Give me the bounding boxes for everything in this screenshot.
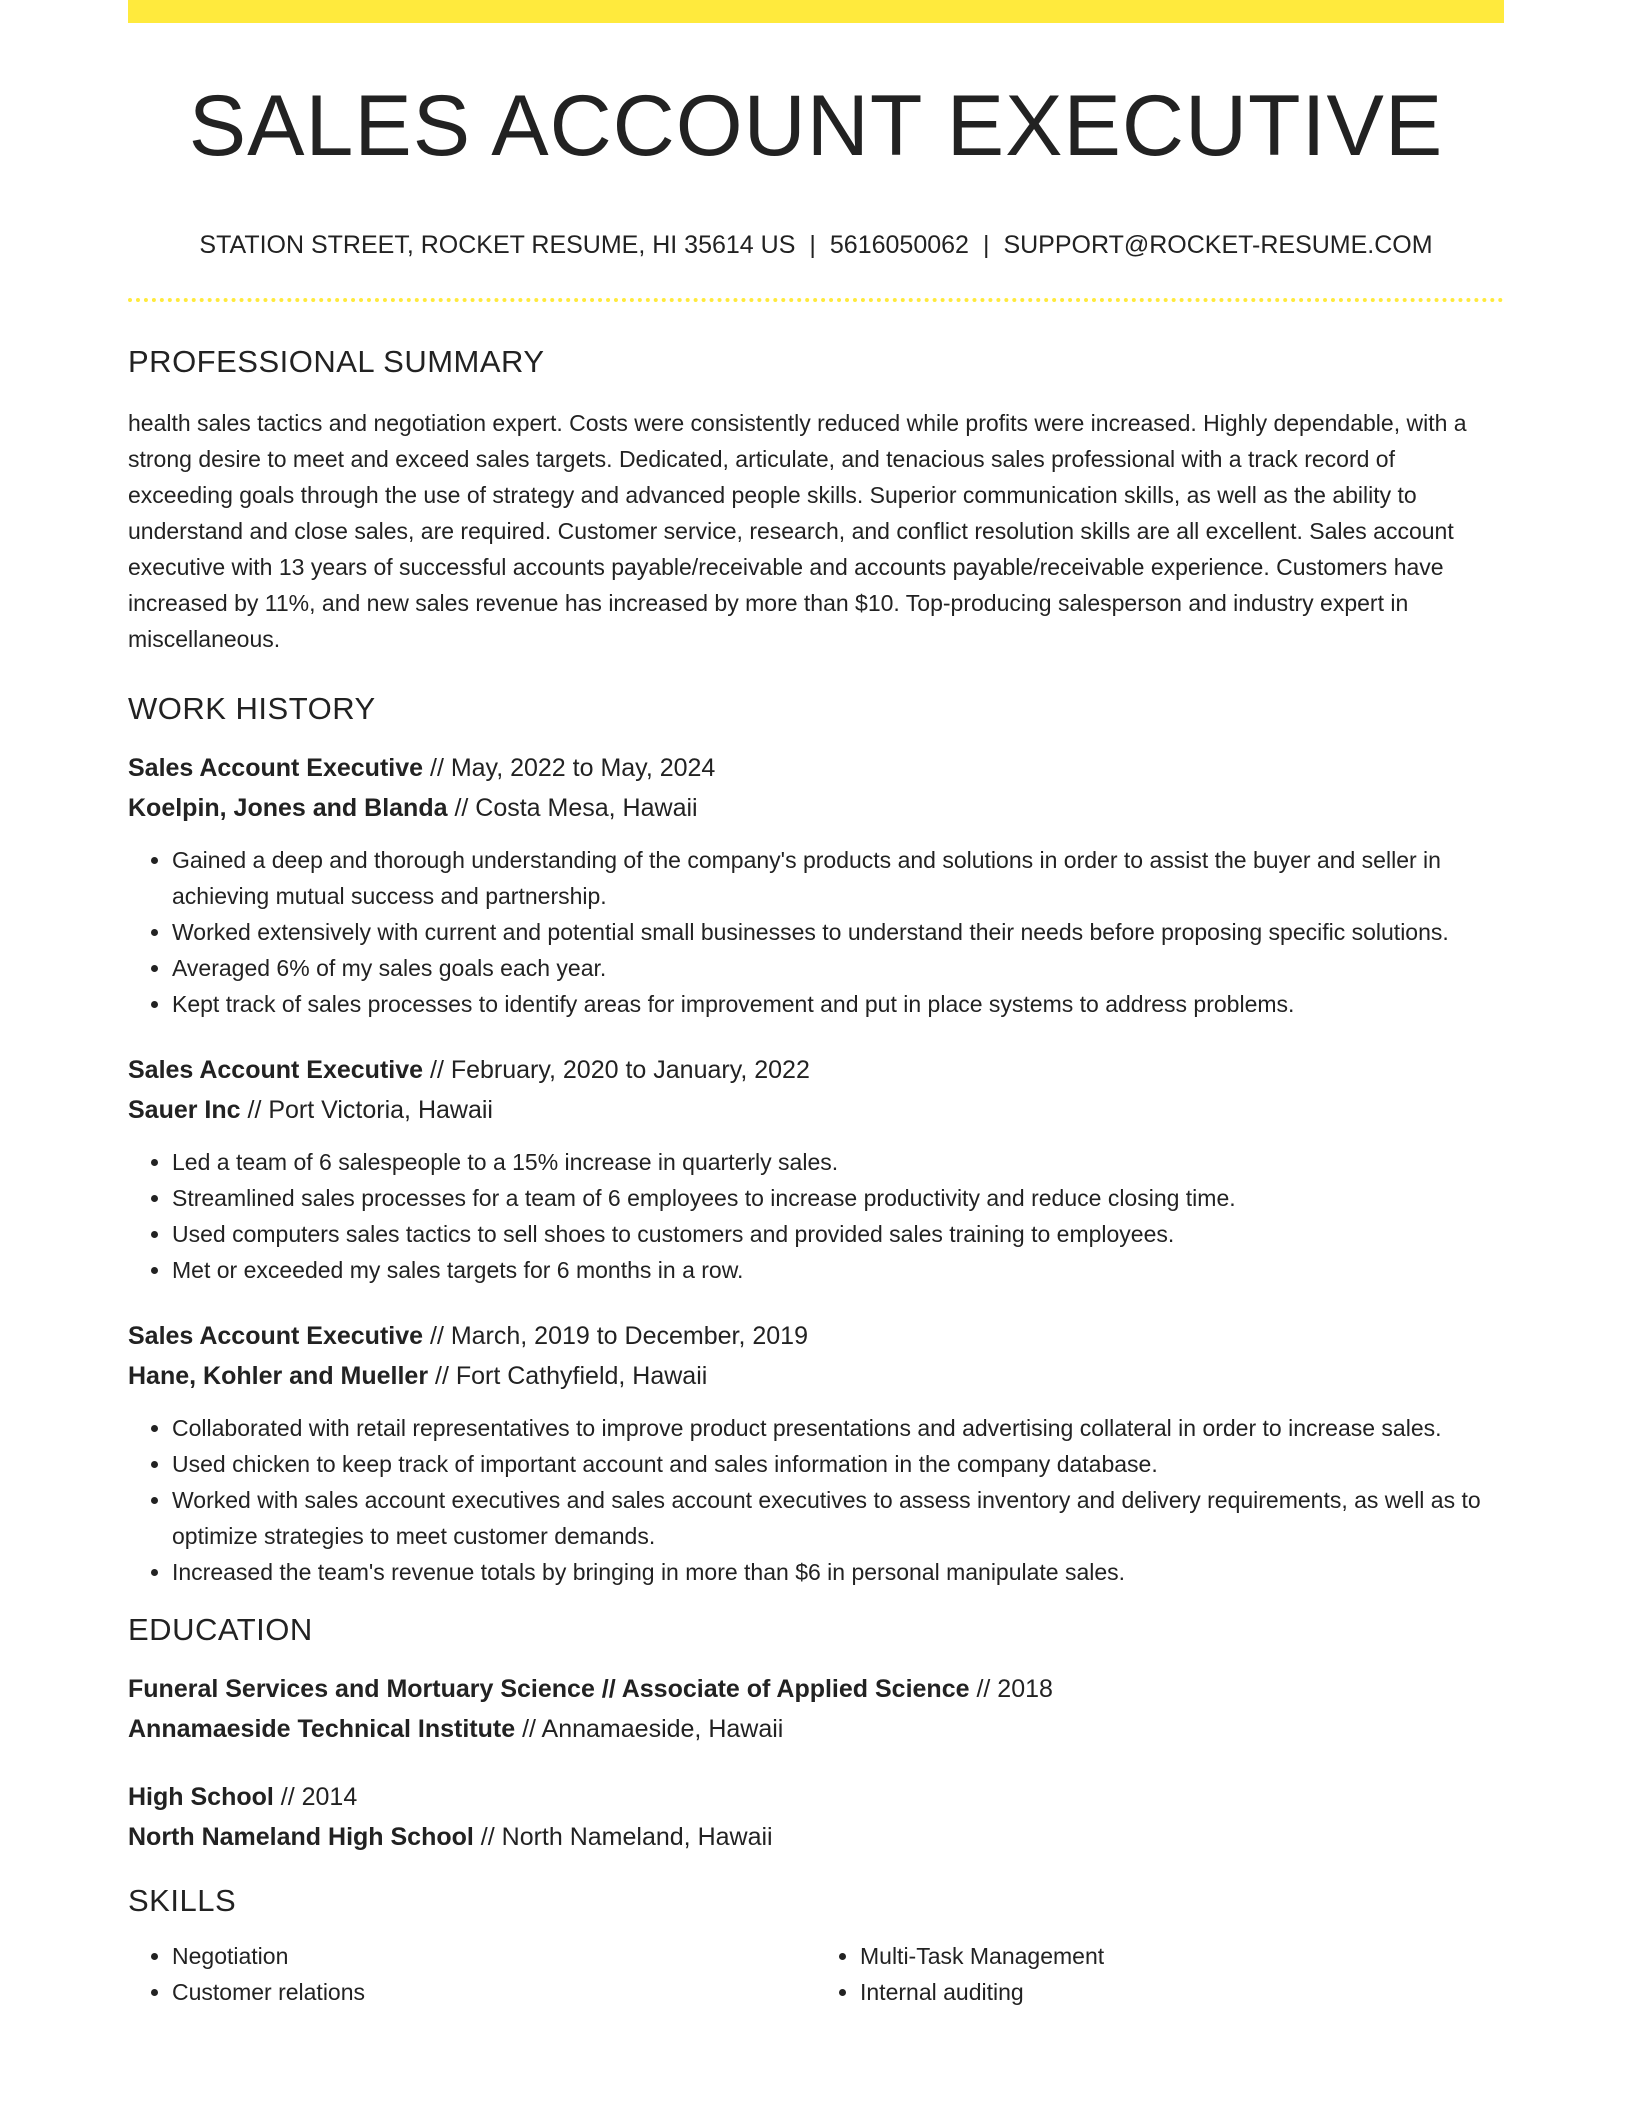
dotted-divider	[128, 298, 1504, 302]
education-degree: High School	[128, 1783, 274, 1811]
job-bullets	[128, 842, 1504, 1022]
list-item: • Internal auditing	[860, 1974, 1504, 2010]
education-entry	[128, 1777, 1504, 1857]
top-accent-bar	[128, 0, 1504, 23]
job-company-line	[128, 788, 1504, 828]
list-item: • Increased the team's revenue totals by bringing in more than $6 in personal manipulate sales.	[172, 1554, 1504, 1590]
section-title-summary: PROFESSIONAL SUMMARY	[128, 344, 545, 379]
education-school: North Nameland High School	[128, 1823, 474, 1851]
contact-separator: |	[982, 231, 990, 259]
job-title-line	[128, 1316, 1504, 1356]
job-company: Sauer Inc	[128, 1096, 241, 1124]
list-item: • Worked with sales account executives and sales account executives to assess inventory and delivery requirements, as well as to optimize strategies to meet customer demands.	[172, 1482, 1504, 1554]
education-degree-line	[128, 1777, 1504, 1817]
skills-right-column	[816, 1938, 1504, 2010]
skills-columns	[128, 1938, 1504, 2010]
job-location: // Costa Mesa, Hawaii	[447, 794, 698, 822]
list-item: • Gained a deep and thorough understanding of the company's products and solutions in order to assist the buyer and seller in achieving mutual success and partnership.	[172, 842, 1504, 914]
contact-line	[128, 233, 1504, 258]
job-entry	[128, 1050, 1504, 1288]
job-company-line	[128, 1356, 1504, 1396]
job-dates: // February, 2020 to January, 2022	[423, 1056, 810, 1084]
contact-phone: 5616050062	[829, 231, 969, 259]
list-item: • Used chicken to keep track of important account and sales information in the company database.	[172, 1446, 1504, 1482]
section-title-work-history: WORK HISTORY	[128, 691, 376, 726]
list-item: • Led a team of 6 salespeople to a 15% increase in quarterly sales.	[172, 1144, 1504, 1180]
job-location: // Port Victoria, Hawaii	[240, 1096, 493, 1124]
candidate-name: SALES ACCOUNT EXECUTIVE	[188, 78, 1444, 174]
job-dates: // May, 2022 to May, 2024	[423, 754, 716, 782]
education-location: // Annamaeside, Hawaii	[515, 1715, 784, 1743]
job-dates: // March, 2019 to December, 2019	[423, 1322, 808, 1350]
job-location: // Fort Cathyfield, Hawaii	[428, 1362, 708, 1390]
job-company: Hane, Kohler and Mueller	[128, 1362, 429, 1390]
list-item: • Negotiation	[172, 1938, 816, 1974]
list-item: • Multi-Task Management	[860, 1938, 1504, 1974]
list-item: • Met or exceeded my sales targets for 6 months in a row.	[172, 1252, 1504, 1288]
contact-email: SUPPORT@ROCKET-RESUME.COM	[1003, 231, 1433, 259]
education-entry	[128, 1669, 1504, 1749]
skills-left-column	[128, 1938, 816, 2010]
job-role: Sales Account Executive	[128, 1056, 424, 1084]
resume-page	[128, 0, 1504, 2010]
education-year: // 2018	[969, 1675, 1053, 1703]
job-bullets	[128, 1144, 1504, 1288]
education-location: // North Nameland, Hawaii	[473, 1823, 773, 1851]
list-item: • Used computers sales tactics to sell shoes to customers and provided sales training to employees.	[172, 1216, 1504, 1252]
list-item: • Averaged 6% of my sales goals each year.	[172, 950, 1504, 986]
section-title-education: EDUCATION	[128, 1612, 313, 1647]
job-entry	[128, 748, 1504, 1022]
list-item: • Streamlined sales processes for a team of 6 employees to increase productivity and reduce closing time.	[172, 1180, 1504, 1216]
job-title-line	[128, 748, 1504, 788]
contact-address: STATION STREET, ROCKET RESUME, HI 35614 US	[199, 231, 796, 259]
education-degree-line	[128, 1669, 1504, 1709]
education-school-line	[128, 1709, 1504, 1749]
job-company: Koelpin, Jones and Blanda	[128, 794, 448, 822]
list-item: • Worked extensively with current and potential small businesses to understand their needs before proposing specific solutions.	[172, 914, 1504, 950]
summary-text: health sales tactics and negotiation expert. Costs were consistently reduced while profits were increased. Highly dependable, with a strong desire to meet and exceed sales targets. Dedicated, articulate, and tenacious sales professional with a track record of exceeding goals through the use of strategy and advanced people skills. Superior communication skills, as well as the ability to understand and close sales, are required. Customer service, research, and conflict resolution skills are all excellent. Sales account executive with 13 years of successful accounts payable/receivable and accounts payable/receivable experience. Customers have increased by 11%, and new sales revenue has increased by more than $10. Top-producing salesperson and industry expert in miscellaneous.	[128, 410, 1467, 652]
contact-separator: |	[809, 231, 816, 259]
education-year: // 2014	[273, 1783, 358, 1811]
education-school-line	[128, 1817, 1504, 1857]
list-item: • Collaborated with retail representatives to improve product presentations and advertising collateral in order to increase sales.	[172, 1410, 1504, 1446]
job-entry	[128, 1316, 1504, 1590]
job-role: Sales Account Executive	[128, 754, 424, 782]
job-title-line	[128, 1050, 1504, 1090]
job-company-line	[128, 1090, 1504, 1130]
list-item: • Customer relations	[172, 1974, 816, 2010]
job-role: Sales Account Executive	[128, 1322, 424, 1350]
job-bullets	[128, 1410, 1504, 1590]
section-title-skills: SKILLS	[128, 1883, 237, 1918]
education-school: Annamaeside Technical Institute	[128, 1715, 516, 1743]
list-item: • Kept track of sales processes to identify areas for improvement and put in place systems to address problems.	[172, 986, 1504, 1022]
education-degree: Funeral Services and Mortuary Science // Associate of Applied Science	[128, 1675, 970, 1703]
